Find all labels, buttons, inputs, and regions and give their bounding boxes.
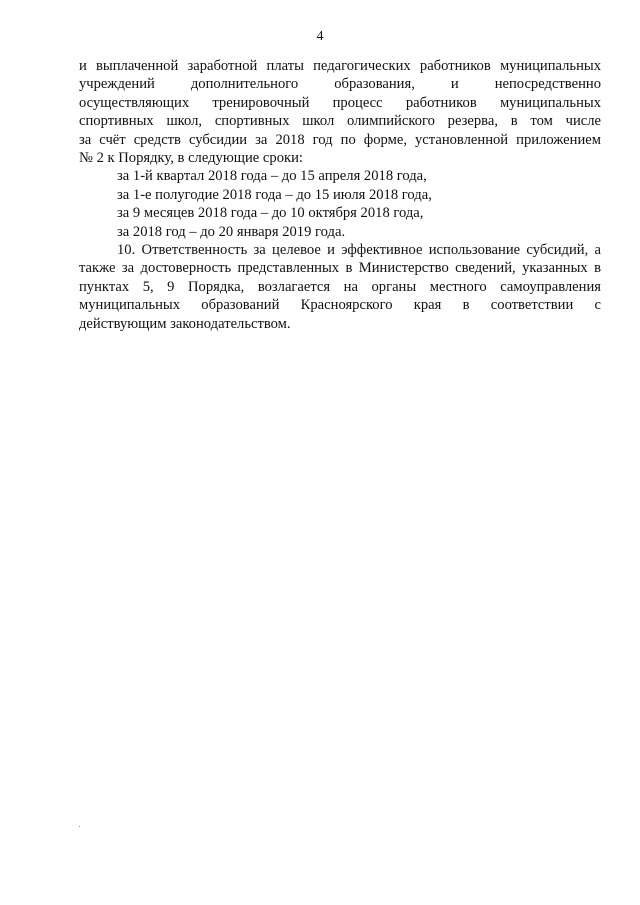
text-line: спортивных школ, спортивных школ олимпийского резерва, в том числе [79, 113, 601, 130]
deadline-item: за 1-е полугодие 2018 года – до 15 июля 2018 года, [117, 186, 432, 203]
text-line: за счёт средств субсидии за 2018 год по форме, установленной приложением [79, 131, 601, 148]
text-line: 10. Ответственность за целевое и эффективное использование субсидий, а [117, 242, 601, 259]
text-line: также за достоверность представленных в Министерство сведений, указанных в [79, 260, 601, 277]
text-line: учреждений дополнительного образования, и непосредственно [79, 76, 601, 93]
scan-speck [79, 826, 80, 827]
text-line: осуществляющих тренировочный процесс работников муниципальных [79, 94, 601, 111]
text-line: действующим законодательством. [79, 315, 291, 332]
text-line: муниципальных образований Красноярского края в соответствии с [79, 297, 601, 314]
deadline-item: за 2018 год – до 20 января 2019 года. [117, 223, 346, 240]
document-body [79, 57, 601, 333]
text-line: № 2 к Порядку, в следующие сроки: [79, 150, 303, 167]
deadline-item: за 1-й квартал 2018 года – до 15 апреля 2018 года, [117, 168, 427, 185]
page-number: 4 [316, 29, 324, 44]
deadline-item: за 9 месяцев 2018 года – до 10 октября 2018 года, [117, 205, 424, 222]
text-line: пунктах 5, 9 Порядка, возлагается на органы местного самоуправления [79, 278, 601, 295]
text-line: и выплаченной заработной платы педагогических работников муниципальных [79, 58, 601, 74]
